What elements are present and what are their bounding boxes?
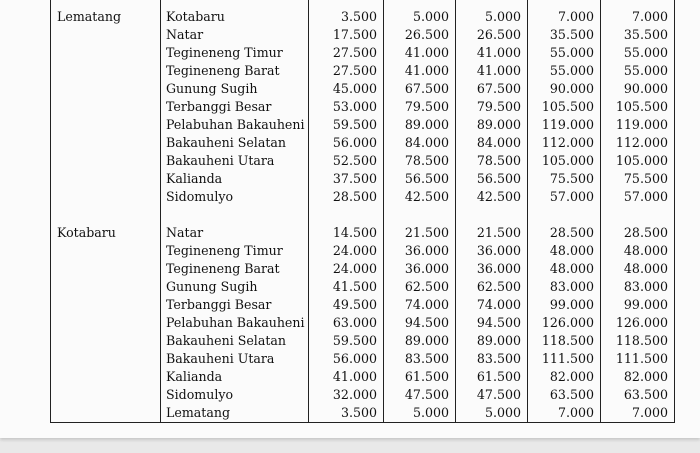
tariff-value-class-3: 78.500 xyxy=(456,152,528,170)
destination-cell: Pelabuhan Bakauheni xyxy=(161,314,309,332)
table-row xyxy=(51,98,675,116)
tariff-value-class-1: 27.500 xyxy=(309,62,384,80)
tariff-value-class-2: 36.000 xyxy=(384,242,456,260)
tariff-value-class-5: 111.500 xyxy=(601,350,675,368)
tariff-value-class-3: 5.000 xyxy=(456,404,528,423)
destination-cell: Natar xyxy=(161,26,309,44)
tariff-value-class-3: 47.500 xyxy=(456,386,528,404)
tariff-value-class-4: 118.500 xyxy=(528,332,601,350)
destination-cell: Bakauheni Utara xyxy=(161,350,309,368)
tariff-value-class-1: 59.500 xyxy=(309,332,384,350)
origin-cell xyxy=(51,242,161,260)
tariff-value-class-3: 36.000 xyxy=(456,260,528,278)
tariff-value-class-1: 56.000 xyxy=(309,350,384,368)
tariff-value-class-4: 28.500 xyxy=(528,224,601,242)
origin-cell xyxy=(51,188,161,206)
tariff-value-class-5: 7.000 xyxy=(601,404,675,423)
tariff-value-class-4: 7.000 xyxy=(528,0,601,26)
tariff-value-class-2: 36.000 xyxy=(384,260,456,278)
destination-cell: Terbanggi Besar xyxy=(161,98,309,116)
tariff-value-class-3: 36.000 xyxy=(456,242,528,260)
tariff-value-class-2: 5.000 xyxy=(384,404,456,423)
table-row xyxy=(51,242,675,260)
table-row xyxy=(51,386,675,404)
tariff-value-class-2: 21.500 xyxy=(384,224,456,242)
tariff-value-class-4: 48.000 xyxy=(528,242,601,260)
tariff-value-class-4: 119.000 xyxy=(528,116,601,134)
tariff-value-class-5: 55.000 xyxy=(601,62,675,80)
tariff-value-class-5: 28.500 xyxy=(601,224,675,242)
origin-cell xyxy=(51,332,161,350)
tariff-value-class-4: 105.000 xyxy=(528,152,601,170)
tariff-value-class-2: 42.500 xyxy=(384,188,456,206)
tariff-value-class-5: 118.500 xyxy=(601,332,675,350)
tariff-value-class-3: 89.000 xyxy=(456,116,528,134)
tariff-value-class-5: 48.000 xyxy=(601,242,675,260)
tariff-value-class-1: 56.000 xyxy=(309,134,384,152)
origin-cell xyxy=(51,98,161,116)
origin-cell xyxy=(51,386,161,404)
destination-cell: Bakauheni Utara xyxy=(161,152,309,170)
tariff-value-class-4: 99.000 xyxy=(528,296,601,314)
tariff-value-class-4: 55.000 xyxy=(528,62,601,80)
tariff-value-class-4: 83.000 xyxy=(528,278,601,296)
tariff-value-class-1: 49.500 xyxy=(309,296,384,314)
tariff-value-class-2: 89.000 xyxy=(384,116,456,134)
destination-cell: Tegineneng Barat xyxy=(161,62,309,80)
destination-cell: Tegineneng Timur xyxy=(161,44,309,62)
tariff-value-class-5: 105.500 xyxy=(601,98,675,116)
tariff-value-class-3: 26.500 xyxy=(456,26,528,44)
tariff-value-class-4: 105.500 xyxy=(528,98,601,116)
tariff-value-class-4: 7.000 xyxy=(528,404,601,423)
table-row xyxy=(51,368,675,386)
tariff-value-class-3: 56.500 xyxy=(456,170,528,188)
tariff-value-class-1: 24.000 xyxy=(309,242,384,260)
tariff-value-class-2: 41.000 xyxy=(384,62,456,80)
origin-cell xyxy=(51,404,161,423)
tariff-value-class-5: 119.000 xyxy=(601,116,675,134)
tariff-value-class-3: 61.500 xyxy=(456,368,528,386)
destination-cell: Bakauheni Selatan xyxy=(161,134,309,152)
tariff-value-class-1: 59.500 xyxy=(309,116,384,134)
tariff-value-class-2: 74.000 xyxy=(384,296,456,314)
origin-cell xyxy=(51,116,161,134)
tariff-value-class-1: 41.000 xyxy=(309,368,384,386)
destination-cell: Gunung Sugih xyxy=(161,80,309,98)
origin-cell xyxy=(51,278,161,296)
group-spacer-row xyxy=(51,206,675,224)
spacer-cell xyxy=(384,206,456,224)
destination-cell: Sidomulyo xyxy=(161,386,309,404)
spacer-cell xyxy=(51,206,161,224)
tariff-value-class-1: 52.500 xyxy=(309,152,384,170)
tariff-value-class-2: 26.500 xyxy=(384,26,456,44)
origin-cell xyxy=(51,260,161,278)
tariff-value-class-5: 105.000 xyxy=(601,152,675,170)
origin-cell xyxy=(51,170,161,188)
tariff-value-class-2: 78.500 xyxy=(384,152,456,170)
tariff-value-class-4: 57.000 xyxy=(528,188,601,206)
tariff-value-class-3: 83.500 xyxy=(456,350,528,368)
tariff-value-class-1: 3.500 xyxy=(309,404,384,423)
tariff-value-class-1: 41.500 xyxy=(309,278,384,296)
table-row xyxy=(51,170,675,188)
tariff-value-class-1: 37.500 xyxy=(309,170,384,188)
tariff-value-class-3: 89.000 xyxy=(456,332,528,350)
tariff-value-class-3: 94.500 xyxy=(456,314,528,332)
tariff-value-class-2: 56.500 xyxy=(384,170,456,188)
origin-cell: Kotabaru xyxy=(51,224,161,242)
tariff-table-wrapper xyxy=(50,0,674,430)
spacer-cell xyxy=(161,206,309,224)
tariff-value-class-3: 67.500 xyxy=(456,80,528,98)
origin-cell xyxy=(51,350,161,368)
destination-cell: Tegineneng Barat xyxy=(161,260,309,278)
tariff-value-class-1: 14.500 xyxy=(309,224,384,242)
table-row xyxy=(51,404,675,423)
tariff-value-class-2: 79.500 xyxy=(384,98,456,116)
tariff-value-class-5: 90.000 xyxy=(601,80,675,98)
tariff-value-class-2: 67.500 xyxy=(384,80,456,98)
table-row xyxy=(51,278,675,296)
tariff-value-class-5: 63.500 xyxy=(601,386,675,404)
tariff-value-class-2: 89.000 xyxy=(384,332,456,350)
destination-cell: Lematang xyxy=(161,404,309,423)
origin-cell xyxy=(51,296,161,314)
destination-cell: Terbanggi Besar xyxy=(161,296,309,314)
tariff-table xyxy=(50,0,675,423)
tariff-value-class-1: 45.000 xyxy=(309,80,384,98)
tariff-value-class-2: 5.000 xyxy=(384,0,456,26)
origin-cell xyxy=(51,80,161,98)
tariff-value-class-2: 84.000 xyxy=(384,134,456,152)
tariff-value-class-1: 32.000 xyxy=(309,386,384,404)
tariff-value-class-3: 21.500 xyxy=(456,224,528,242)
table-row xyxy=(51,350,675,368)
tariff-value-class-5: 82.000 xyxy=(601,368,675,386)
table-row xyxy=(51,332,675,350)
tariff-value-class-4: 75.500 xyxy=(528,170,601,188)
destination-cell: Tegineneng Timur xyxy=(161,242,309,260)
table-row xyxy=(51,116,675,134)
table-row xyxy=(51,260,675,278)
spacer-cell xyxy=(309,206,384,224)
table-row xyxy=(51,314,675,332)
tariff-value-class-5: 35.500 xyxy=(601,26,675,44)
tariff-value-class-4: 63.500 xyxy=(528,386,601,404)
tariff-value-class-5: 83.000 xyxy=(601,278,675,296)
origin-cell xyxy=(51,134,161,152)
origin-cell xyxy=(51,44,161,62)
tariff-value-class-2: 47.500 xyxy=(384,386,456,404)
table-row xyxy=(51,134,675,152)
destination-cell: Kotabaru xyxy=(161,0,309,26)
destination-cell: Gunung Sugih xyxy=(161,278,309,296)
tariff-value-class-5: 126.000 xyxy=(601,314,675,332)
tariff-value-class-4: 55.000 xyxy=(528,44,601,62)
destination-cell: Natar xyxy=(161,224,309,242)
tariff-value-class-3: 42.500 xyxy=(456,188,528,206)
table-row xyxy=(51,152,675,170)
tariff-value-class-1: 17.500 xyxy=(309,26,384,44)
tariff-value-class-5: 7.000 xyxy=(601,0,675,26)
tariff-value-class-5: 75.500 xyxy=(601,170,675,188)
tariff-value-class-3: 41.000 xyxy=(456,44,528,62)
tariff-value-class-2: 83.500 xyxy=(384,350,456,368)
spacer-cell xyxy=(601,206,675,224)
tariff-value-class-5: 99.000 xyxy=(601,296,675,314)
tariff-value-class-3: 74.000 xyxy=(456,296,528,314)
tariff-value-class-4: 35.500 xyxy=(528,26,601,44)
tariff-value-class-1: 3.500 xyxy=(309,0,384,26)
origin-cell xyxy=(51,368,161,386)
tariff-value-class-4: 112.000 xyxy=(528,134,601,152)
table-row xyxy=(51,188,675,206)
tariff-table-body xyxy=(51,0,675,423)
origin-cell: Lematang xyxy=(51,0,161,26)
tariff-value-class-5: 57.000 xyxy=(601,188,675,206)
tariff-value-class-1: 28.500 xyxy=(309,188,384,206)
origin-cell xyxy=(51,62,161,80)
destination-cell: Kalianda xyxy=(161,368,309,386)
table-row xyxy=(51,26,675,44)
table-row xyxy=(51,296,675,314)
tariff-value-class-5: 48.000 xyxy=(601,260,675,278)
tariff-value-class-3: 84.000 xyxy=(456,134,528,152)
destination-cell: Bakauheni Selatan xyxy=(161,332,309,350)
tariff-value-class-2: 94.500 xyxy=(384,314,456,332)
destination-cell: Pelabuhan Bakauheni xyxy=(161,116,309,134)
origin-cell xyxy=(51,26,161,44)
destination-cell: Sidomulyo xyxy=(161,188,309,206)
tariff-value-class-4: 90.000 xyxy=(528,80,601,98)
tariff-value-class-1: 27.500 xyxy=(309,44,384,62)
tariff-value-class-5: 112.000 xyxy=(601,134,675,152)
table-row xyxy=(51,0,675,26)
tariff-value-class-4: 126.000 xyxy=(528,314,601,332)
tariff-value-class-1: 24.000 xyxy=(309,260,384,278)
tariff-value-class-4: 111.500 xyxy=(528,350,601,368)
spacer-cell xyxy=(528,206,601,224)
tariff-value-class-2: 62.500 xyxy=(384,278,456,296)
table-row xyxy=(51,44,675,62)
tariff-value-class-3: 41.000 xyxy=(456,62,528,80)
origin-cell xyxy=(51,152,161,170)
tariff-value-class-2: 61.500 xyxy=(384,368,456,386)
tariff-value-class-3: 62.500 xyxy=(456,278,528,296)
tariff-value-class-2: 41.000 xyxy=(384,44,456,62)
tariff-value-class-5: 55.000 xyxy=(601,44,675,62)
table-row xyxy=(51,224,675,242)
tariff-value-class-4: 48.000 xyxy=(528,260,601,278)
spacer-cell xyxy=(456,206,528,224)
origin-cell xyxy=(51,314,161,332)
tariff-value-class-1: 63.000 xyxy=(309,314,384,332)
table-row xyxy=(51,80,675,98)
destination-cell: Kalianda xyxy=(161,170,309,188)
table-row xyxy=(51,62,675,80)
tariff-value-class-1: 53.000 xyxy=(309,98,384,116)
tariff-value-class-3: 79.500 xyxy=(456,98,528,116)
tariff-value-class-4: 82.000 xyxy=(528,368,601,386)
tariff-value-class-3: 5.000 xyxy=(456,0,528,26)
